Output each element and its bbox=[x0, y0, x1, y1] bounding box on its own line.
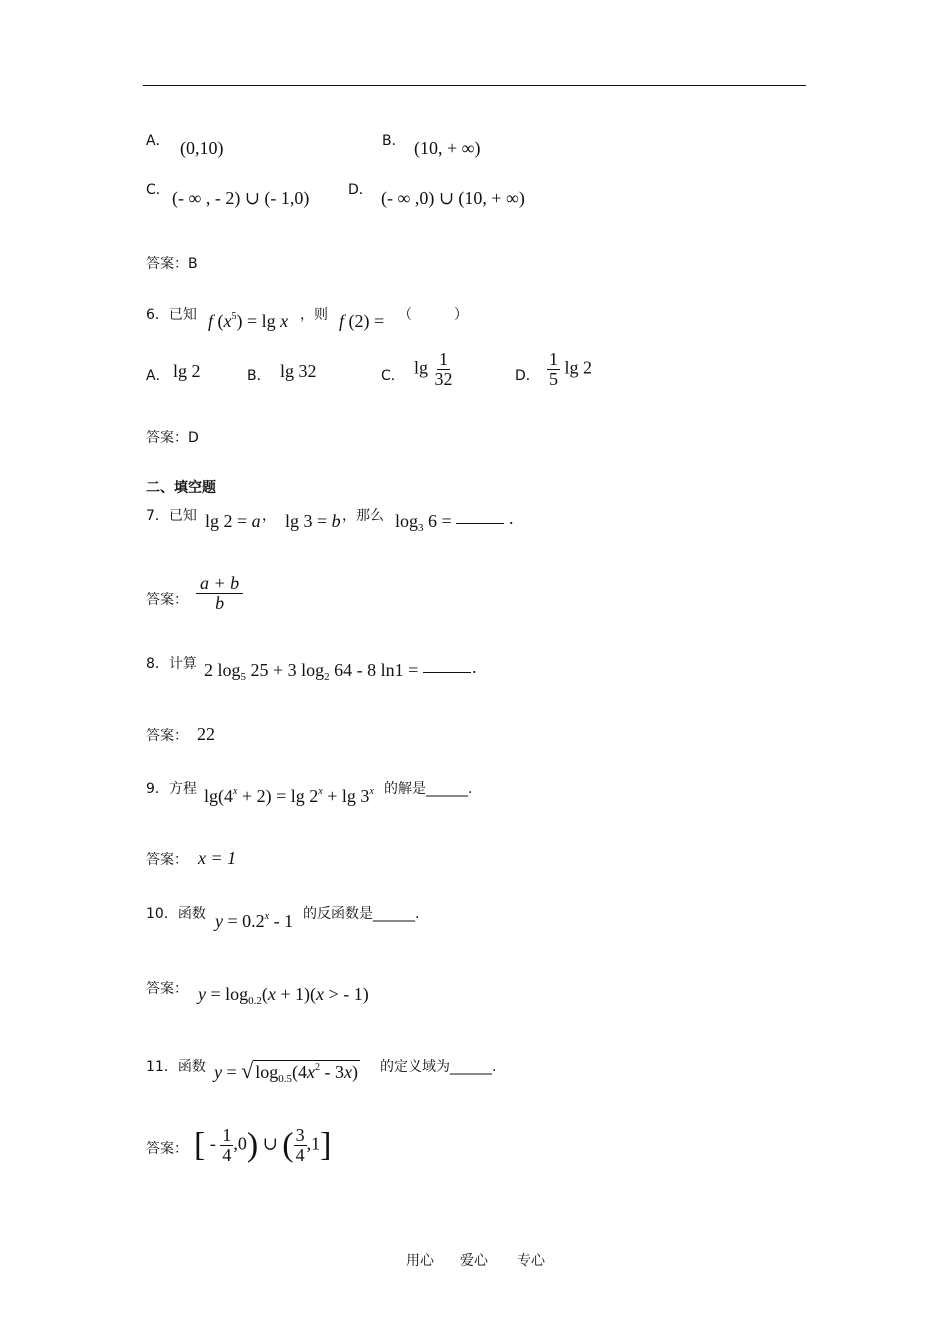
q6-option-a-math: lg 2 bbox=[173, 361, 201, 381]
q6-answer bbox=[146, 427, 199, 447]
q7-math-1: lg 2 = a bbox=[205, 511, 261, 531]
q6-option-b-math: lg 32 bbox=[280, 361, 317, 381]
q9-suffix: 的解是______. bbox=[384, 781, 473, 797]
q11-number: 11．函数 bbox=[146, 1059, 206, 1075]
q5-option-c-label: C． bbox=[146, 182, 170, 198]
q5-option-b-math: (10, + ∞) bbox=[414, 138, 481, 158]
lg2-text: lg 2 bbox=[564, 357, 593, 378]
answer-label: 答案： bbox=[146, 256, 188, 272]
q5-option-b-label: B． bbox=[382, 133, 406, 149]
q8-answer: 22 bbox=[197, 724, 215, 744]
q6-option-d-label: D． bbox=[515, 368, 540, 384]
fraction: $\frac{1}{32}$ bbox=[434, 349, 453, 389]
q5-option-a-label: A． bbox=[146, 133, 170, 149]
answer-label: 答案： bbox=[146, 430, 188, 446]
q11-function: y = √ $\log_{0.5}(4x^2 - 3x)$ bbox=[214, 1058, 358, 1085]
answer-value: D bbox=[188, 430, 199, 446]
q5-option-a-math: (0,10) bbox=[180, 138, 224, 158]
footer-text-3: 专心 bbox=[517, 1253, 545, 1269]
numerator: a + b bbox=[196, 574, 243, 594]
q6-option-c-math bbox=[414, 350, 455, 389]
lg-text: lg bbox=[414, 357, 429, 378]
q6-comma: ，则 bbox=[300, 307, 328, 323]
q10-suffix: 的反函数是______. bbox=[303, 906, 420, 922]
footer-text-2: 爱心 bbox=[460, 1253, 488, 1269]
q7-answer-fraction bbox=[196, 574, 243, 613]
q11-answer: [ - $\frac{1}{4}$ ,0) ∪ ( $\frac{3}{4}$ ,1] bbox=[194, 1125, 332, 1165]
footer-text-1: 用心 bbox=[406, 1253, 434, 1269]
q9-answer-label: 答案： bbox=[146, 852, 188, 868]
header-rule bbox=[143, 85, 806, 86]
q7-comma-2: ，那么 bbox=[342, 508, 384, 524]
q6-option-c-label: C． bbox=[381, 368, 405, 384]
q8-expression: 2 $\log_5 25 + 3$ $\log_2 64 - 8$ ln1 = bbox=[204, 660, 471, 683]
q7-math-2: lg 3 = b bbox=[285, 511, 341, 531]
q11-answer-label: 答案： bbox=[146, 1141, 188, 1157]
q8-dot: . bbox=[472, 657, 477, 677]
q9-answer: x = 1 bbox=[198, 848, 237, 868]
q10-answer: $y = \log_{0.2}(x + 1)(x$ > - 1) bbox=[198, 984, 369, 1007]
answer-value: B bbox=[188, 256, 198, 272]
q8-number: 8．计算 bbox=[146, 656, 197, 672]
q6-target: f (2) = bbox=[339, 311, 385, 331]
q6-option-d-math bbox=[547, 350, 592, 389]
q6-number: 6．已知 bbox=[146, 307, 197, 323]
q7-number: 7．已知 bbox=[146, 508, 197, 524]
q7-comma-1: ， bbox=[262, 508, 276, 524]
q6-paren: （ ） bbox=[398, 307, 468, 323]
q10-function: $y = 0.2^x - 1$ bbox=[215, 911, 294, 931]
q6-option-b-label: B． bbox=[247, 368, 271, 384]
q7-dot: . bbox=[509, 508, 514, 528]
q8-answer-label: 答案： bbox=[146, 728, 188, 744]
q9-number: 9．方程 bbox=[146, 781, 197, 797]
q6-option-a-label: A． bbox=[146, 368, 170, 384]
section-title: 二、填空题 bbox=[146, 480, 216, 496]
q5-option-c-math: (- ∞ , - 2) ∪ (- 1,0) bbox=[172, 188, 310, 208]
q7-math-3: $\log_3 6$ = bbox=[395, 511, 504, 534]
q5-option-d-label: D． bbox=[348, 182, 373, 198]
denominator: b bbox=[215, 592, 225, 613]
q11-suffix: 的定义域为______. bbox=[380, 1059, 497, 1075]
q10-number: 10．函数 bbox=[146, 906, 206, 922]
q7-answer-label: 答案： bbox=[146, 592, 188, 608]
q10-answer-label: 答案： bbox=[146, 981, 188, 997]
q5-answer bbox=[146, 253, 198, 273]
q9-equation: $\lg(4^x + 2) = \lg 2^x + \lg 3^x$ bbox=[204, 786, 374, 806]
fraction: $\frac{1}{5}$ bbox=[549, 349, 558, 389]
q5-option-d-math: (- ∞ ,0) ∪ (10, + ∞) bbox=[381, 188, 525, 208]
q6-equation: f $(x^5) = \lg x$ bbox=[208, 311, 289, 331]
